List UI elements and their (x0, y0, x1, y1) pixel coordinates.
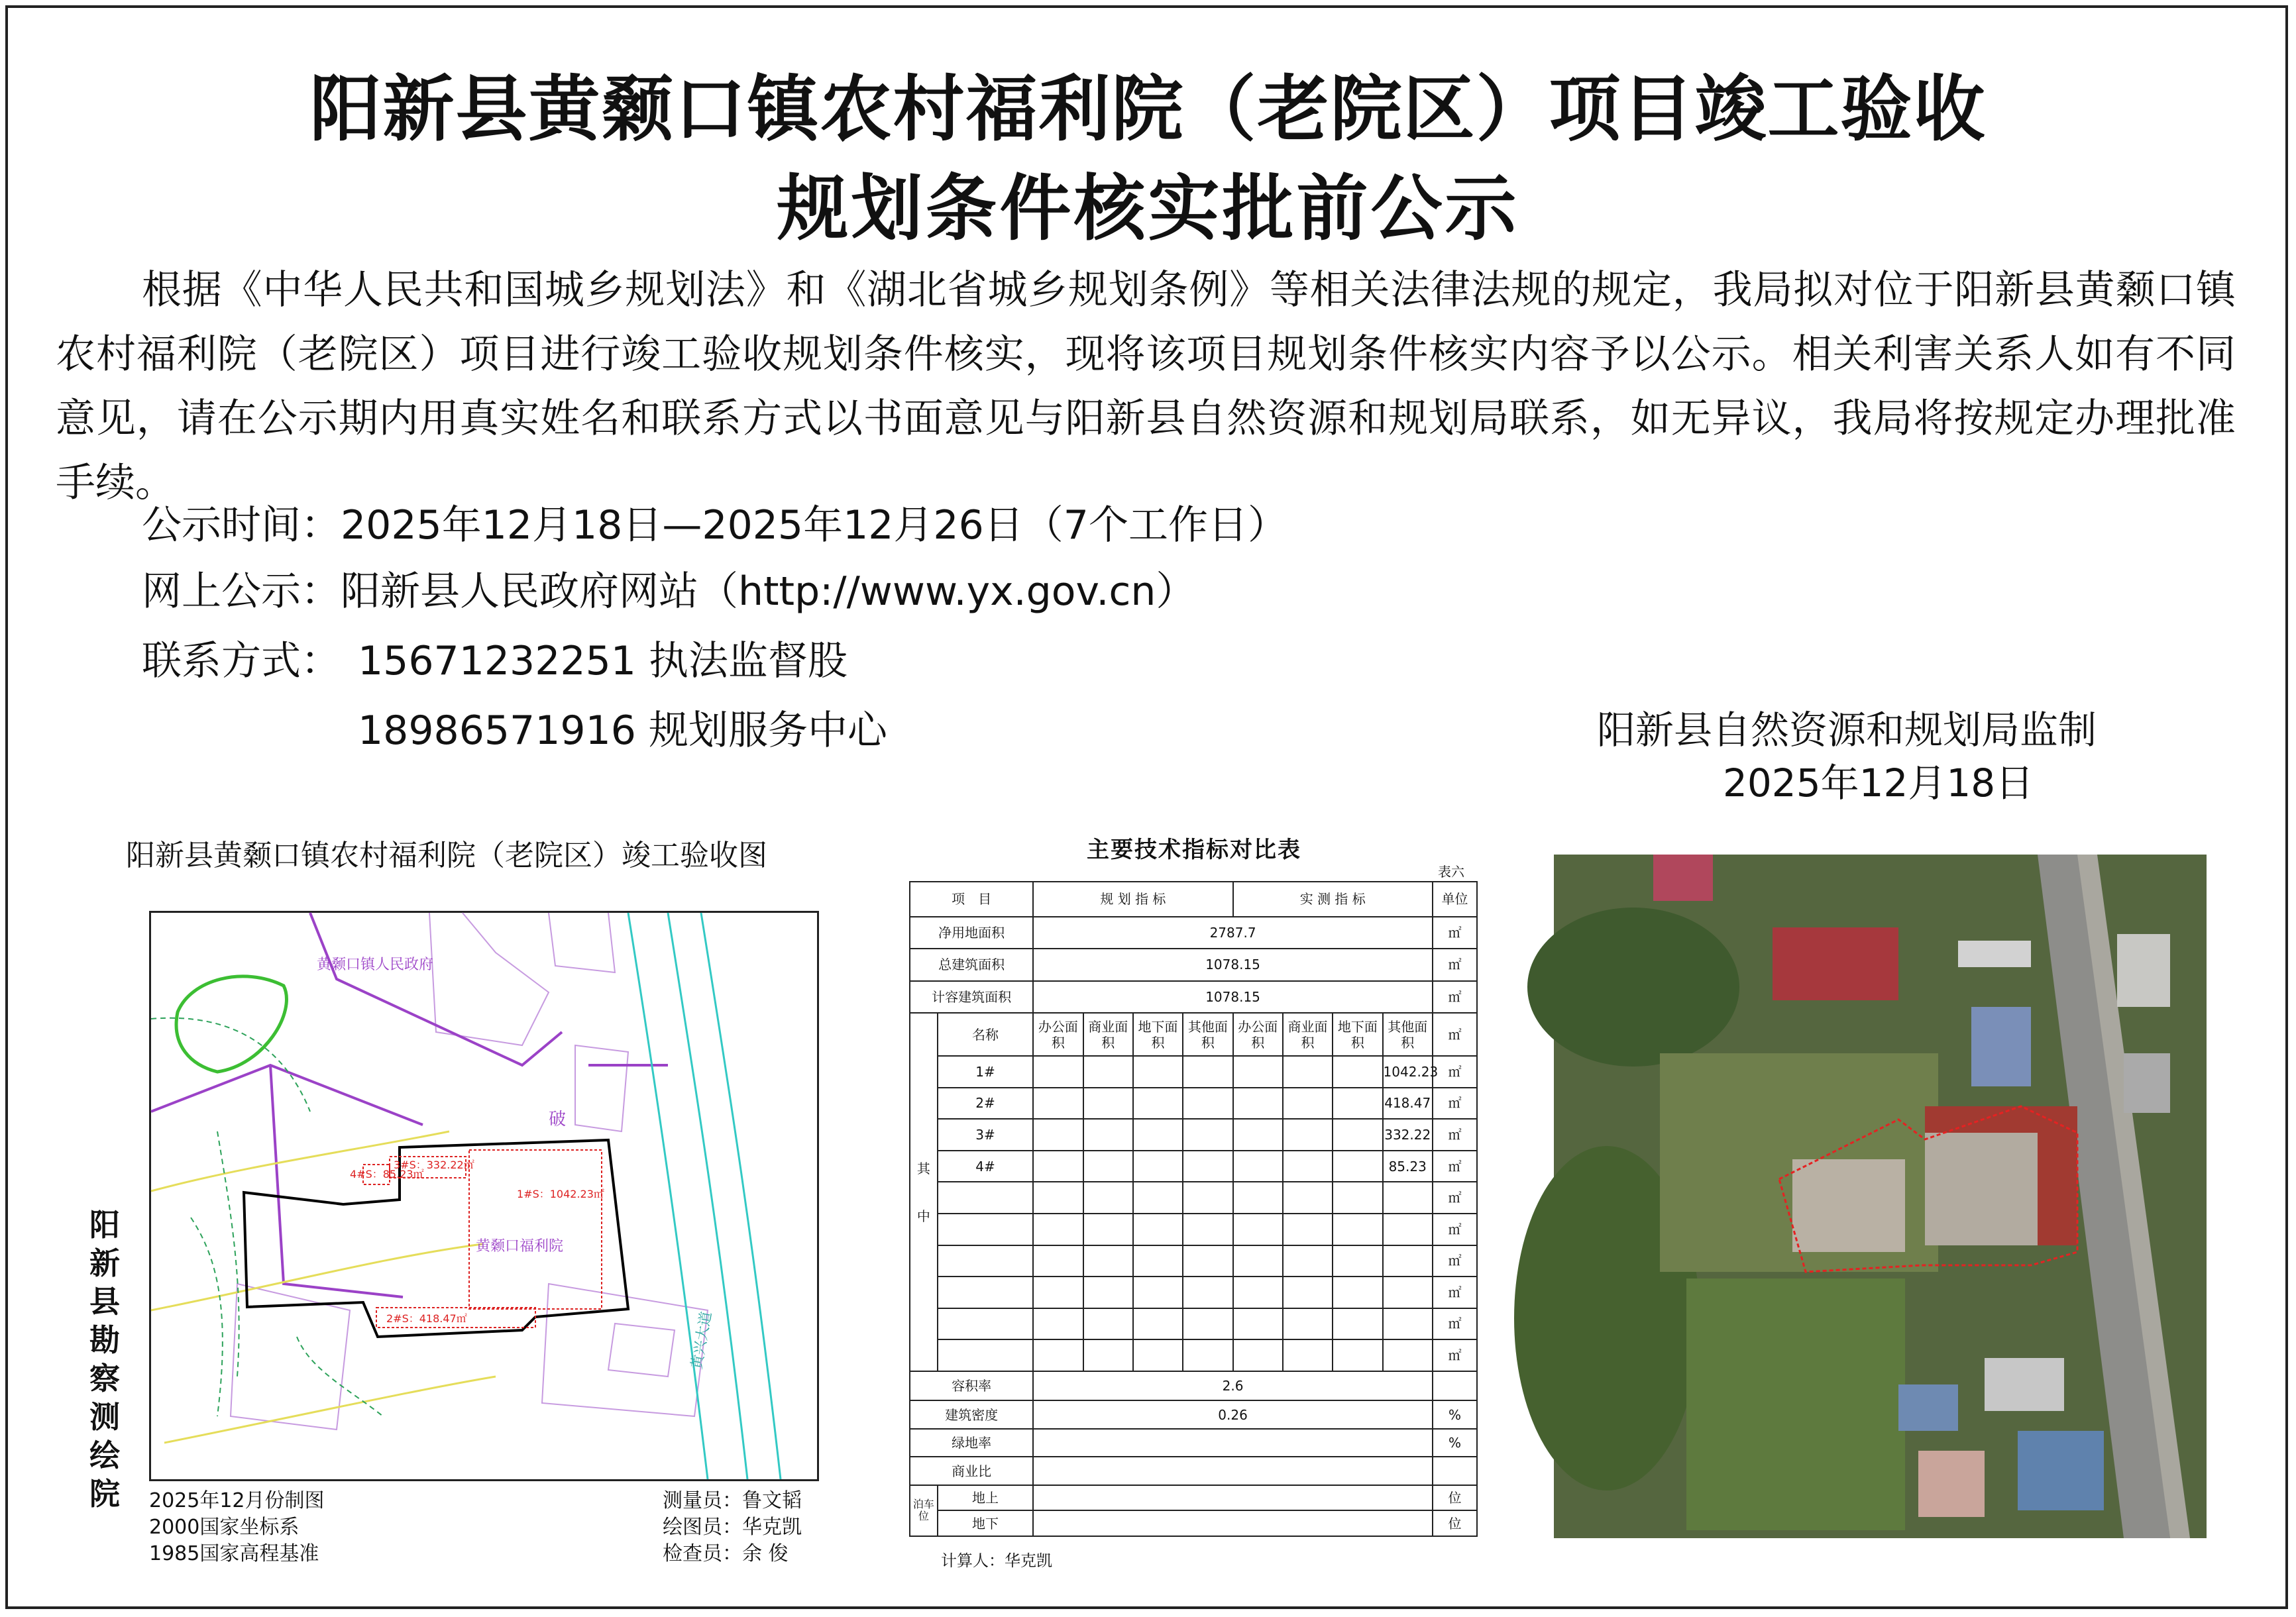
table-row (910, 1088, 1477, 1120)
table-row (910, 1371, 1477, 1401)
row-label: 计容建筑面积 (910, 981, 1033, 1014)
site-map (149, 911, 819, 1481)
map-label-b1: 1#S：1042.23㎡ (517, 1188, 604, 1200)
subheader-unit: ㎡ (1433, 1013, 1477, 1056)
row-unit (1433, 1371, 1477, 1401)
table-row (910, 1182, 1477, 1214)
row-label: 绿地率 (910, 1429, 1033, 1457)
row-unit: ㎡ (1433, 981, 1477, 1014)
row-label: 商业比 (910, 1457, 1033, 1485)
map-label-broken: 破 (549, 1110, 567, 1129)
parking-below: 地下 (938, 1510, 1033, 1536)
table-title: 主要技术指标对比表 (1087, 837, 1301, 863)
table-row (910, 1429, 1477, 1457)
table-subheader-row (910, 1013, 1477, 1056)
table-row (910, 1245, 1477, 1277)
contact-2: 18986571916 规划服务中心 (358, 707, 887, 754)
subheader-col: 办公面积 (1233, 1013, 1283, 1056)
aerial-photo (1554, 855, 2207, 1538)
subheader-col: 其他面积 (1183, 1013, 1232, 1056)
map-coord: 2000国家坐标系 (149, 1516, 300, 1539)
table-tag: 表六 (1438, 864, 1464, 880)
map-label-gov: 黄颡口镇人民政府 (317, 957, 434, 973)
table-calculator: 计算人：华克凯 (941, 1551, 1052, 1570)
map-label-site: 黄颡口福利院 (476, 1238, 564, 1255)
row-unit: ㎡ (1433, 1151, 1477, 1182)
row-unit: ㎡ (1433, 1214, 1477, 1245)
row-unit: ㎡ (1433, 1308, 1477, 1340)
table-row (910, 1056, 1477, 1088)
site-map-drawing (151, 913, 817, 1479)
table-row (910, 1485, 1477, 1510)
notice-body: 根据《中华人民共和国城乡规划法》和《湖北省城乡规划条例》等相关法律法规的规定，我局拟对位于阳新县黄颡口镇农村福利院（老院区）项目进行竣工验收规划条件核实，现将该项目规划条件核实内容予以公示。相关利害关系人如有不同意见，请在公示期内用真实姓名和联系方式以书面意见与阳新县自然资源和规划局联系，如无异议，我局将按规定办理批准手续。 (56, 267, 2236, 506)
notice-online: 网上公示：阳新县人民政府网站（http://www.yx.gov.cn） (142, 568, 1196, 615)
subheader-col: 其他面积 (1383, 1013, 1433, 1056)
building-name: 3# (938, 1119, 1033, 1151)
building-other-area: 85.23 (1383, 1151, 1433, 1182)
qi-zhong-cell (910, 1013, 938, 1371)
qi-char: 其 (916, 1160, 930, 1176)
header-actual: 实 测 指 标 (1233, 882, 1433, 917)
table-row (910, 1151, 1477, 1182)
table-row (910, 1119, 1477, 1151)
building-other-area: 332.22 (1383, 1119, 1433, 1151)
row-unit: % (1433, 1400, 1477, 1429)
contact-label: 联系方式： (142, 638, 341, 684)
row-label: 建筑密度 (910, 1400, 1033, 1429)
subheader-col: 商业面积 (1083, 1013, 1133, 1056)
subheader-col: 地下面积 (1333, 1013, 1382, 1056)
row-label: 总建筑面积 (910, 949, 1033, 981)
tech-indicator-table (909, 881, 1478, 1537)
map-label-b2: 2#S：418.47㎡ (386, 1312, 467, 1325)
row-unit: ㎡ (1433, 1088, 1477, 1120)
table-row (910, 981, 1477, 1014)
building-other-area: 1042.23 (1383, 1056, 1433, 1088)
page-subtitle: 规划条件核实批前公示 (777, 168, 1519, 250)
parking-label: 泊车位 (910, 1485, 938, 1536)
zhong-char: 中 (916, 1208, 930, 1224)
aerial-photo-drawing (1554, 855, 2207, 1538)
map-drafter: 绘图员：华克凯 (663, 1516, 802, 1539)
row-unit: ㎡ (1433, 1277, 1477, 1308)
parking-above: 地上 (938, 1485, 1033, 1510)
row-label: 净用地面积 (910, 917, 1033, 949)
page-title: 阳新县黄颡口镇农村福利院（老院区）项目竣工验收 (309, 68, 1987, 151)
row-unit: ㎡ (1433, 1182, 1477, 1214)
table-row (910, 1339, 1477, 1371)
row-value (1033, 1429, 1433, 1457)
row-label: 容积率 (910, 1371, 1033, 1401)
table-header-row (910, 882, 1477, 917)
row-unit: 位 (1433, 1510, 1477, 1536)
row-value: 0.26 (1033, 1400, 1433, 1429)
map-elev: 1985国家高程基准 (149, 1542, 319, 1565)
subheader-name: 名称 (938, 1013, 1033, 1056)
row-value: 2787.7 (1033, 917, 1433, 949)
map-label-b3: 3#S：332.22㎡ (394, 1159, 474, 1171)
building-name: 2# (938, 1088, 1033, 1120)
contact-1: 15671232251 执法监督股 (358, 638, 847, 684)
surveyor-org: 阳新县勘察测绘院 (89, 1207, 120, 1512)
row-unit: ㎡ (1433, 949, 1477, 981)
map-label-b4: 4#S：85.23㎡ (350, 1168, 424, 1180)
header-plan: 规 划 指 标 (1033, 882, 1232, 917)
table-row (910, 949, 1477, 981)
row-unit: ㎡ (1433, 1245, 1477, 1277)
issue-date: 2025年12月18日 (1723, 760, 2034, 806)
table-row (910, 1400, 1477, 1429)
notice-period: 公示时间：2025年12月18日—2025年12月26日（7个工作日） (142, 502, 1287, 548)
table-row (910, 1457, 1477, 1485)
row-value: 1078.15 (1033, 981, 1433, 1014)
table-row (910, 1214, 1477, 1245)
building-name: 4# (938, 1151, 1033, 1182)
row-unit: ㎡ (1433, 917, 1477, 949)
building-name: 1# (938, 1056, 1033, 1088)
subheader-col: 地下面积 (1133, 1013, 1183, 1056)
map-label-road: 黄兴大道 (688, 1310, 716, 1371)
row-value: 2.6 (1033, 1371, 1433, 1401)
map-made: 2025年12月份制图 (149, 1489, 325, 1512)
map-checker: 检查员：余 俊 (663, 1542, 789, 1565)
building-other-area: 418.47 (1383, 1088, 1433, 1120)
row-unit: ㎡ (1433, 1056, 1477, 1088)
map-surveyor: 测量员：鲁文韬 (663, 1489, 802, 1512)
table-row (910, 1308, 1477, 1340)
table-row (910, 917, 1477, 949)
table-row (910, 1510, 1477, 1536)
issuing-agency: 阳新县自然资源和规划局监制 (1597, 707, 2097, 753)
subheader-col: 商业面积 (1283, 1013, 1333, 1056)
subheader-col: 办公面积 (1033, 1013, 1083, 1056)
header-item: 项 目 (910, 882, 1033, 917)
row-value (1033, 1457, 1433, 1485)
row-value: 1078.15 (1033, 949, 1433, 981)
row-unit (1433, 1457, 1477, 1485)
row-unit: ㎡ (1433, 1339, 1477, 1371)
table-row (910, 1277, 1477, 1308)
row-unit: 位 (1433, 1485, 1477, 1510)
map-title: 阳新县黄颡口镇农村福利院（老院区）竣工验收图 (126, 839, 767, 872)
row-unit: % (1433, 1429, 1477, 1457)
header-unit: 单位 (1433, 882, 1477, 917)
row-unit: ㎡ (1433, 1119, 1477, 1151)
